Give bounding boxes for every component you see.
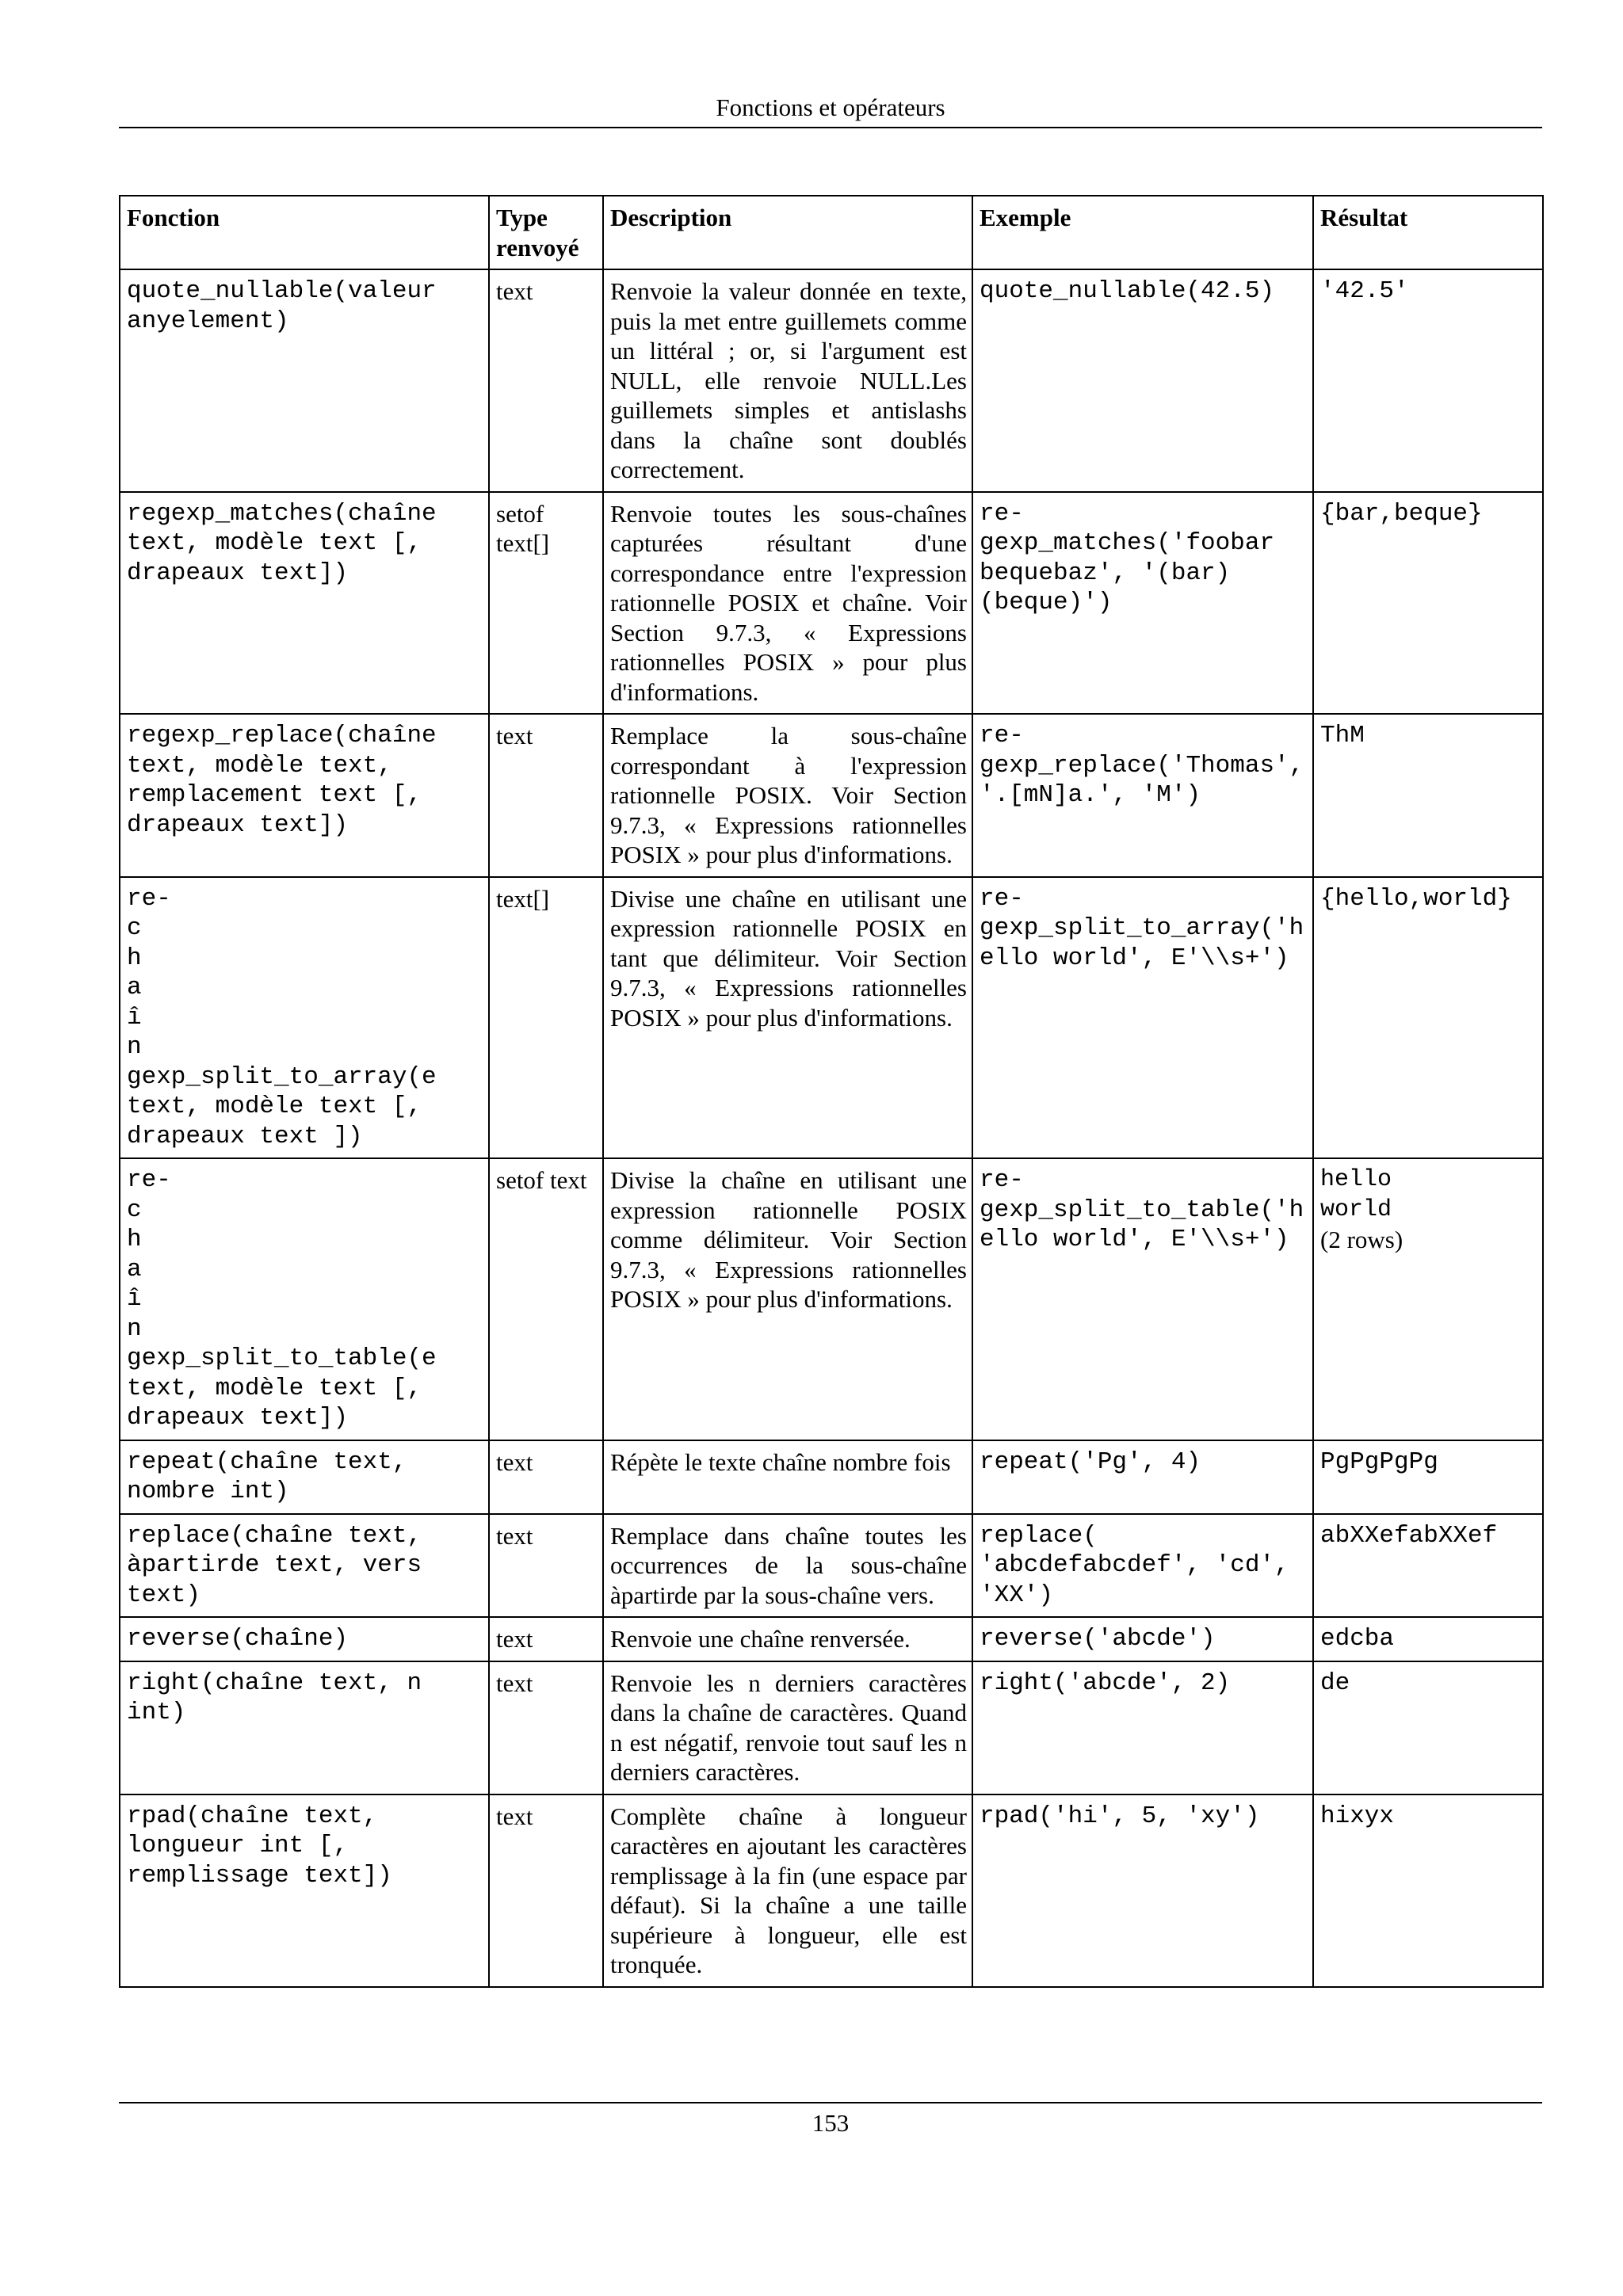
cell-exemple: re- gexp_split_to_table('hello world', E'\\s+') [972,1158,1313,1440]
cell-type: setof text[] [489,492,603,715]
cell-exemple: right('abcde', 2) [972,1661,1313,1794]
cell-type: text [489,1440,603,1514]
cell-type: text [489,714,603,877]
cell-type: text[] [489,877,603,1159]
cell-resultat: {bar,beque} [1313,492,1543,715]
table-header-row [120,196,1543,269]
table-row [120,1661,1543,1794]
cell-resultat-note: (2 rows) [1320,1226,1403,1253]
cell-description: Complète chaîne à longueur caractères en ajoutant les caractères remplissage à la fin (une espace par défaut). Si la chaîne a une taille supérieure à longueur, elle est tronquée. [603,1794,972,1987]
header-rule [119,127,1542,128]
cell-description: Remplace dans chaîne toutes les occurrences de la sous-chaîne àpartirde par la sous-chaîne vers. [603,1514,972,1618]
cell-type: text [489,1514,603,1618]
cell-description: Renvoie une chaîne renversée. [603,1617,972,1661]
table-row [120,492,1543,715]
column-header-resultat: Résultat [1313,196,1543,269]
table-row [120,269,1543,492]
page-header: Fonctions et opérateurs [716,93,945,121]
cell-exemple: re- gexp_matches('foobar bequebaz', '(bar)(beque)') [972,492,1313,715]
column-header-description: Description [603,196,972,269]
cell-description: Renvoie toutes les sous-chaînes capturées résultant d'une correspondance entre l'expression rationnelle POSIX et chaîne. Voir Section 9.7.3, « Expressions rationnelles POSIX » pour plus d'informations. [603,492,972,715]
cell-exemple: repeat('Pg', 4) [972,1440,1313,1514]
cell-type: text [489,1617,603,1661]
table-row [120,1440,1543,1514]
cell-resultat: '42.5' [1313,269,1543,492]
cell-fonction: re- c h a î n gexp_split_to_array(e text, modèle text [, drapeaux text ]) [120,877,489,1159]
cell-exemple: rpad('hi', 5, 'xy') [972,1794,1313,1987]
cell-description: Renvoie les n derniers caractères dans la chaîne de caractères. Quand n est négatif, renvoie tout sauf les n derniers caractères. [603,1661,972,1794]
cell-resultat: ThM [1313,714,1543,877]
cell-fonction: re- c h a î n gexp_split_to_table(e text, modèle text [, drapeaux text]) [120,1158,489,1440]
cell-exemple: re- gexp_split_to_array('hello world', E'\\s+') [972,877,1313,1159]
cell-description: Divise la chaîne en utilisant une expression rationnelle POSIX comme délimiteur. Voir Section 9.7.3, « Expressions rationnelles POSIX » pour plus d'informations. [603,1158,972,1440]
cell-resultat-value: hello world [1320,1166,1392,1223]
page-number: 153 [812,2109,850,2137]
cell-fonction: rpad(chaîne text, longueur int [, remplissage text]) [120,1794,489,1987]
cell-resultat: PgPgPgPg [1313,1440,1543,1514]
cell-type: text [489,1661,603,1794]
column-header-fonction: Fonction [120,196,489,269]
table-row [120,1794,1543,1987]
cell-fonction: replace(chaîne text, àpartirde text, vers text) [120,1514,489,1618]
cell-exemple: replace( 'abcdefabcdef', 'cd', 'XX') [972,1514,1313,1618]
cell-resultat: edcba [1313,1617,1543,1661]
footer-rule [119,2102,1542,2103]
column-header-type: Type renvoyé [489,196,603,269]
functions-table [119,195,1544,1988]
cell-fonction: repeat(chaîne text, nombre int) [120,1440,489,1514]
cell-resultat: abXXefabXXef [1313,1514,1543,1618]
table-row [120,1158,1543,1440]
cell-fonction: regexp_matches(chaîne text, modèle text [, drapeaux text]) [120,492,489,715]
cell-fonction: reverse(chaîne) [120,1617,489,1661]
column-header-exemple: Exemple [972,196,1313,269]
cell-resultat: de [1313,1661,1543,1794]
cell-description: Renvoie la valeur donnée en texte, puis la met entre guillemets comme un littéral ; or, si l'argument est NULL, elle renvoie NULL.Les guillemets simples et antislashs dans la chaîne sont doublés correctement. [603,269,972,492]
cell-description: Remplace la sous-chaîne correspondant à l'expression rationnelle POSIX. Voir Section 9.7.3, « Expressions rationnelles POSIX » pour plus d'informations. [603,714,972,877]
cell-resultat: hixyx [1313,1794,1543,1987]
table-row [120,877,1543,1159]
table-row [120,1514,1543,1618]
table-row [120,714,1543,877]
table-row [120,1617,1543,1661]
cell-fonction: right(chaîne text, n int) [120,1661,489,1794]
cell-exemple: quote_nullable(42.5) [972,269,1313,492]
cell-type: setof text [489,1158,603,1440]
cell-exemple: reverse('abcde') [972,1617,1313,1661]
cell-resultat [1313,1158,1543,1440]
cell-resultat: {hello,world} [1313,877,1543,1159]
cell-type: text [489,269,603,492]
cell-description: Répète le texte chaîne nombre fois [603,1440,972,1514]
cell-type: text [489,1794,603,1987]
cell-description: Divise une chaîne en utilisant une expression rationnelle POSIX en tant que délimiteur. Voir Section 9.7.3, « Expressions rationnelles POSIX » pour plus d'informations. [603,877,972,1159]
cell-fonction: regexp_replace(chaîne text, modèle text, remplacement text [, drapeaux text]) [120,714,489,877]
cell-exemple: re- gexp_replace('Thomas', '.[mN]a.', 'M') [972,714,1313,877]
cell-fonction: quote_nullable(valeur anyelement) [120,269,489,492]
